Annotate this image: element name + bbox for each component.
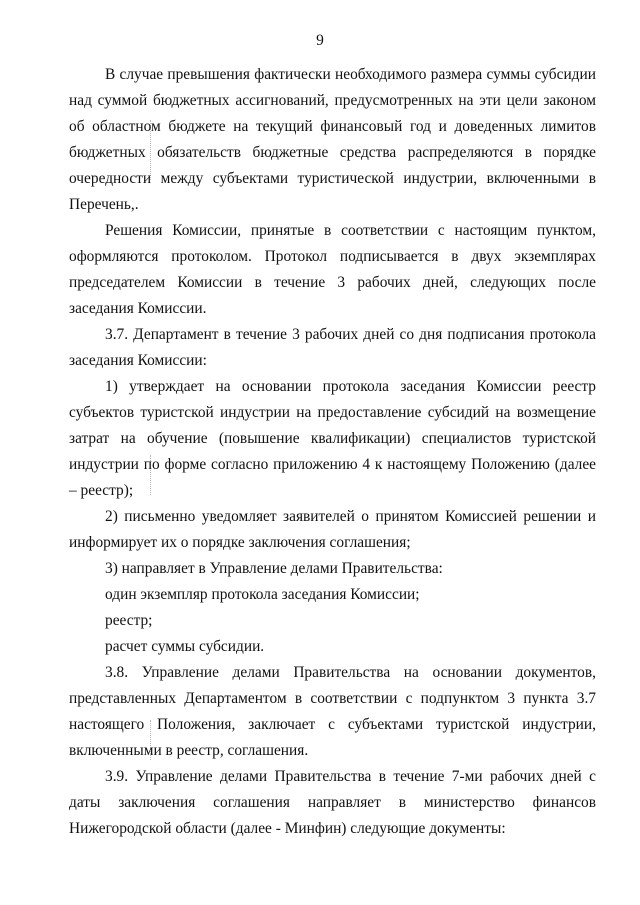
sub-item-subsidy-calculation: расчет суммы субсидии.: [105, 638, 265, 655]
paragraph-3-9: 3.9. Управление делами Правительства в течение 7-ми рабочих дней с даты заключения соглашения направляет в министерство финансов Нижегородской области (далее - Минфин) следующие документы:: [69, 768, 596, 837]
list-item-1: 1) утверждает на основании протокола заседания Комиссии реестр субъектов туристской индустрии на предоставление субсидий на возмещение затрат на обучение (повышение квалификации) специалистов туристской индустрии по форме согласно приложению 4 к настоящему Положению (далее – реестр);: [69, 378, 596, 499]
paragraph-3-7: 3.7. Департамент в течение 3 рабочих дней со дня подписания протокола заседания Комиссии:: [69, 326, 596, 369]
list-item-3: 3) направляет в Управление делами Правительства:: [105, 560, 443, 577]
sub-item-protocol-copy: один экземпляр протокола заседания Комиссии;: [105, 586, 420, 603]
paragraph-3-8: 3.8. Управление делами Правительства на основании документов, представленных Департаментом в соответствии с подпунктом 3 пункта 3.7 настоящего Положения, заключает с субъектами туристской индустрии, включенными в реестр, соглашения.: [69, 664, 596, 759]
paragraph-subsidy-excess: В случае превышения фактически необходимого размера суммы субсидии над суммой бюджетных ассигнований, предусмотренных на эти цели законом об областном бюджете на текущий финансовый год и доведенных лимитов бюджетных обязательств бюджетные средства распределяются в порядке очередности между субъектами туристической индустрии, включенными в Перечень,.: [69, 66, 596, 213]
list-item-2: 2) письменно уведомляет заявителей о принятом Комиссией решении и информирует их о порядке заключения соглашения;: [69, 508, 596, 551]
sub-item-registry: реестр;: [105, 612, 153, 629]
paragraph-commission-decisions: Решения Комиссии, принятые в соответствии с настоящим пунктом, оформляются протоколом. Протокол подписывается в двух экземплярах председателем Комиссии в течение 3 рабочих дней, следующих после заседания Комиссии.: [69, 222, 596, 317]
page-number: 9: [316, 32, 324, 49]
